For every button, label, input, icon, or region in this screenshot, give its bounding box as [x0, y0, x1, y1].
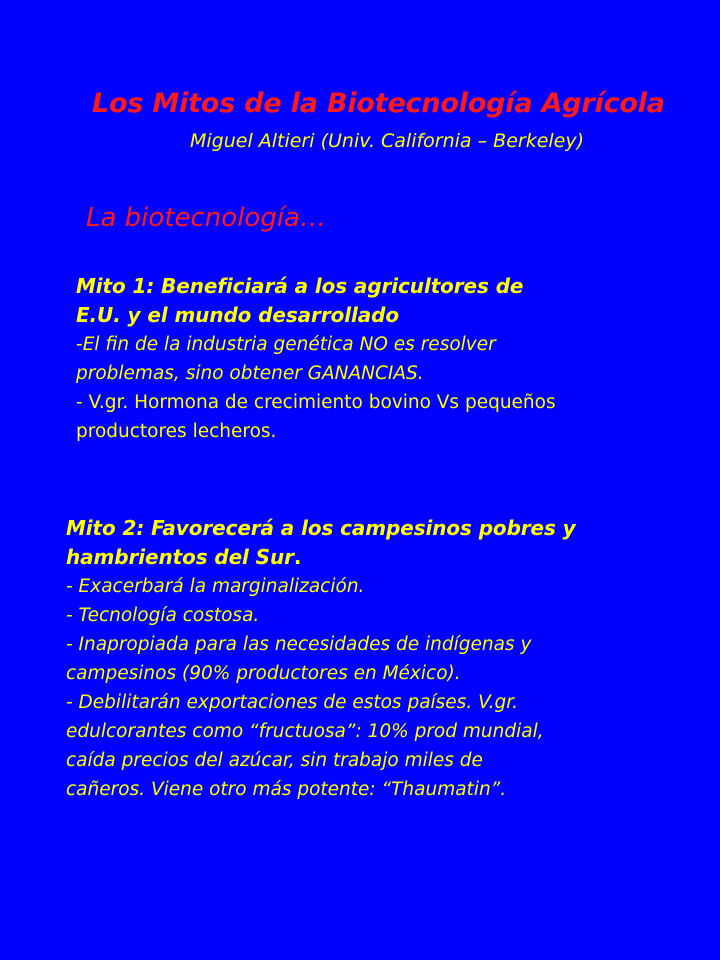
mito-2-bullet-line: cañeros. Viene otro más potente: “Thaumatin”.	[66, 779, 507, 800]
mito-2-heading	[66, 514, 706, 572]
mito-1-bullet-1	[76, 330, 686, 388]
mito-1-bullet-dash: -	[76, 334, 83, 355]
mito-1-heading-line: Mito 1: Beneficiará a los agricultores de	[76, 274, 524, 298]
mito-2-heading-text: hambrientos del Sur	[66, 545, 294, 569]
mito-1-bullet-1-text: El fin de la industria genética NO es resolver	[82, 334, 496, 355]
mito-2-heading-period: .	[293, 545, 302, 569]
mito-2-bullet-line: - Tecnología costosa.	[66, 605, 260, 626]
mito-2-bullet-line: - Exacerbará la marginalización.	[66, 576, 365, 597]
mito-1-bullet-2-line: - V.gr. Hormona de crecimiento bovino Vs pequeños	[76, 392, 556, 413]
mito-1-bullet-2	[76, 388, 686, 446]
mito-1-bullet-1-line: problemas, sino obtener GANANCIAS.	[76, 363, 424, 384]
mito-1-bullet-1-line	[76, 330, 686, 359]
mito-2-bullet-line: caída precios del azúcar, sin trabajo miles de	[66, 750, 483, 771]
slide-intro: La biotecnología…	[86, 203, 326, 233]
mito-2-heading-line	[66, 543, 706, 572]
slide-title: Los Mitos de la Biotecnología Agrícola	[92, 88, 665, 119]
mito-2-bullet-line: - Debilitarán exportaciones de estos países. V.gr.	[66, 692, 519, 713]
mito-2-block	[66, 514, 706, 804]
mito-2-heading-line: Mito 2: Favorecerá a los campesinos pobres y	[66, 516, 576, 540]
mito-2-bullet-line: - Inapropiada para las necesidades de indígenas y	[66, 634, 532, 655]
mito-2-bullet-line: campesinos (90% productores en México).	[66, 663, 461, 684]
mito-1-bullet-2-line: productores lecheros.	[76, 421, 277, 442]
mito-1-heading	[76, 272, 686, 330]
mito-2-bullets	[66, 572, 706, 804]
mito-2-bullet-line: edulcorantes como “fructuosa”: 10% prod mundial,	[66, 721, 544, 742]
mito-1-block	[76, 272, 686, 446]
mito-1-heading-line: E.U. y el mundo desarrollado	[76, 303, 399, 327]
slide-author: Miguel Altieri (Univ. California – Berkeley)	[190, 130, 585, 152]
